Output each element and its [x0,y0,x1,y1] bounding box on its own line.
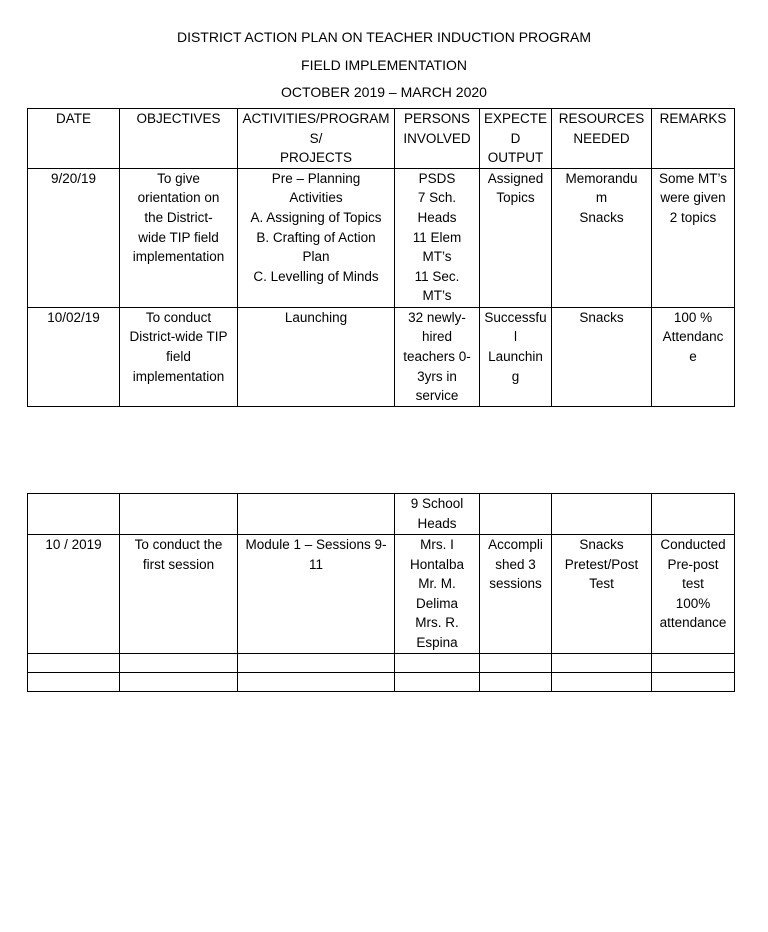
table-row [28,307,735,406]
cell-persons: PSDS 7 Sch. Heads 11 Elem MT’s 11 Sec. MT’s [395,168,480,307]
empty-cell [480,653,552,672]
cell-activities-text: Launching [284,309,348,325]
table-row [28,168,735,307]
cell-date [28,494,120,535]
empty-table-row [28,672,735,691]
empty-cell [238,672,395,691]
cell-objectives [120,494,238,535]
cell-remarks [652,494,735,535]
cell-output: Assigned Topics [480,168,552,307]
col-header-activities: ACTIVITIES/PROGRAM S/ PROJECTS [238,109,395,169]
empty-table-row [28,653,735,672]
cell-remarks: Some MT’s were given 2 topics [652,168,735,307]
action-plan-table [27,108,735,407]
cell-objectives: To conduct District-wide TIP field implementation [120,307,238,406]
table-row [28,494,735,535]
action-plan-table-continued [27,493,735,692]
document-period: OCTOBER 2019 – MARCH 2020 [281,84,487,100]
empty-cell [552,653,652,672]
empty-cell [395,653,480,672]
cell-remarks: 100 % Attendanc e [652,307,735,406]
col-header-date: DATE [28,109,120,169]
cell-output [480,494,552,535]
col-header-remarks: REMARKS [652,109,735,169]
cell-resources: Memorandu m Snacks [552,168,652,307]
cell-remarks: Conducted Pre-post test 100% attendance [652,535,735,654]
col-header-persons: PERSONS INVOLVED [395,109,480,169]
empty-cell [238,653,395,672]
document-subtitle: FIELD IMPLEMENTATION [301,57,467,73]
empty-cell [120,653,238,672]
cell-date: 10/02/19 [28,307,120,406]
cell-persons: 9 School Heads [395,494,480,535]
empty-cell [552,672,652,691]
cell-date: 10 / 2019 [28,535,120,654]
cell-persons: Mrs. I Hontalba Mr. M. Delima Mrs. R. Espina [395,535,480,654]
cell-persons: 32 newly- hired teachers 0- 3yrs in service [395,307,480,406]
table-row [28,535,735,654]
document-title: DISTRICT ACTION PLAN ON TEACHER INDUCTION PROGRAM [176,29,592,45]
cell-objectives: To give orientation on the District- wide TIP field implementation [120,168,238,307]
empty-cell [28,653,120,672]
col-header-output: EXPECTE D OUTPUT [480,109,552,169]
cell-objectives: To conduct the first session [120,535,238,654]
cell-activities [238,307,395,406]
empty-cell [395,672,480,691]
cell-output: Successfu l Launchin g [480,307,552,406]
cell-activities: Module 1 – Sessions 9- 11 [238,535,395,654]
cell-date: 9/20/19 [28,168,120,307]
empty-cell [120,672,238,691]
col-header-objectives: OBJECTIVES [120,109,238,169]
col-header-resources: RESOURCES NEEDED [552,109,652,169]
empty-cell [480,672,552,691]
cell-resources [552,494,652,535]
table-header-row [28,109,735,169]
cell-output: Accompli shed 3 sessions [480,535,552,654]
cell-resources: Snacks [552,307,652,406]
cell-activities [238,494,395,535]
empty-cell [28,672,120,691]
empty-cell [652,672,735,691]
empty-cell [652,653,735,672]
cell-resources: Snacks Pretest/Post Test [552,535,652,654]
cell-activities: Pre – Planning Activities A. Assigning of Topics B. Crafting of Action Plan C. Levelling of Minds [238,168,395,307]
